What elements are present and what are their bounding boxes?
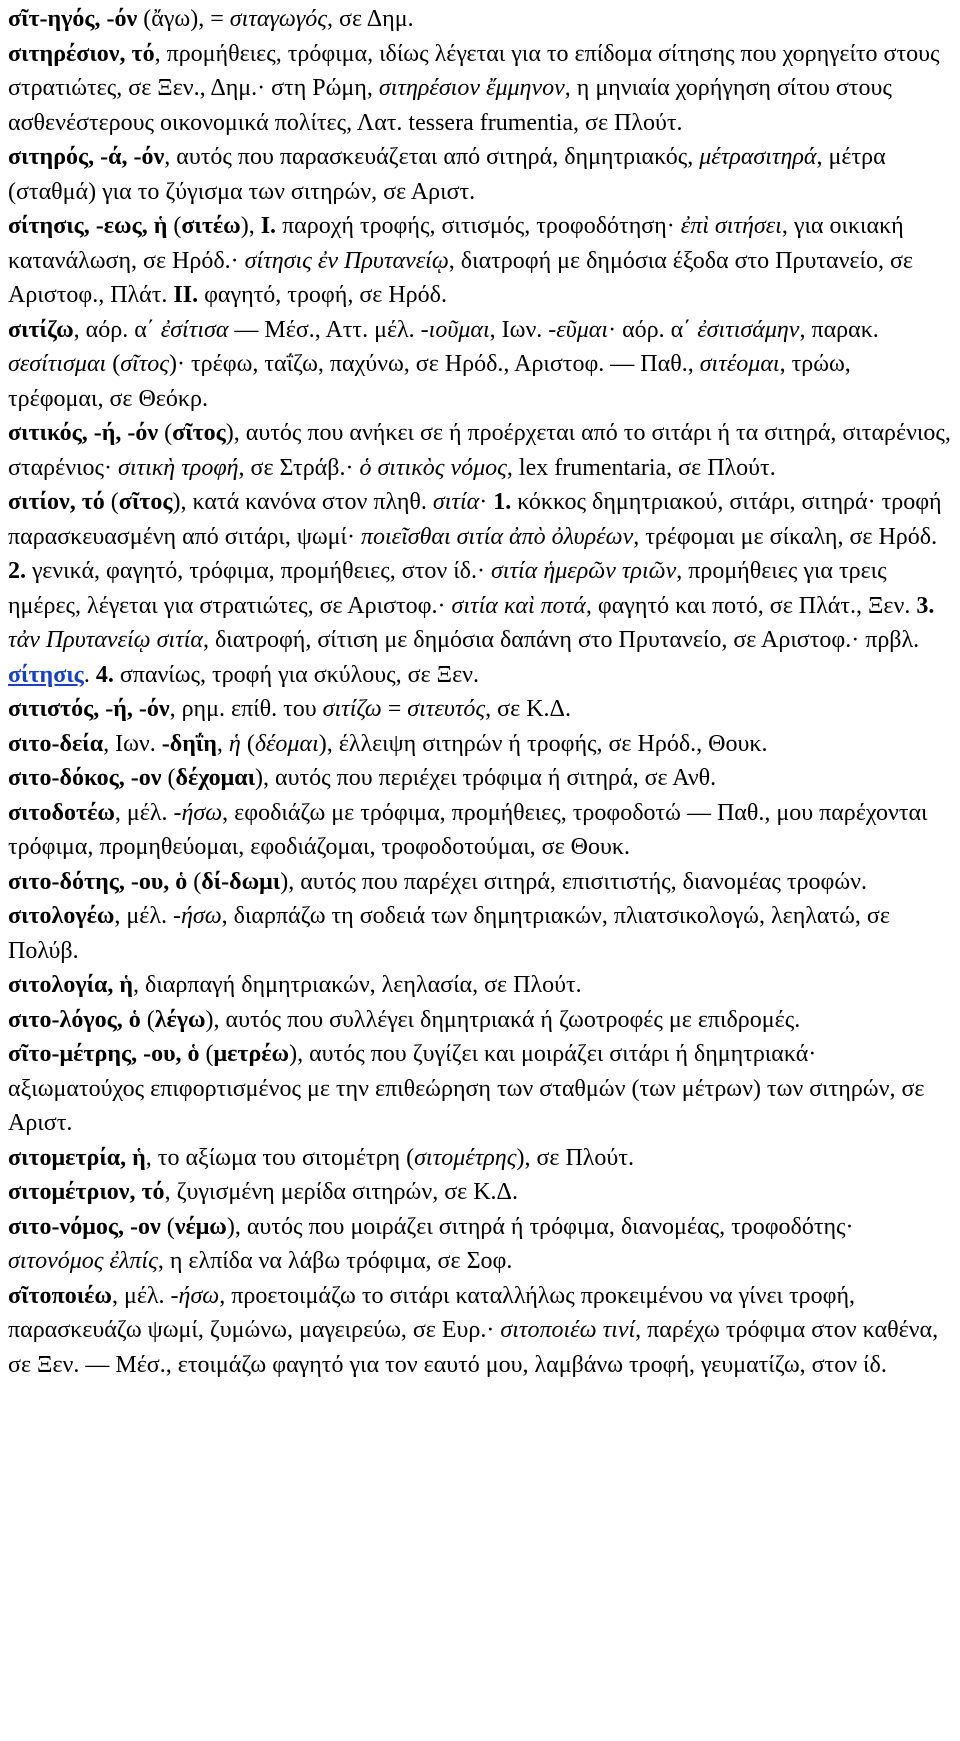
entry-text: γενικά, φαγητό, τρόφιμα, προμήθειες, στον ίδ.·	[26, 558, 491, 584]
dictionary-entry	[8, 313, 952, 417]
italic-term: σεσίτισμαι	[8, 351, 107, 377]
italic-term: -ήσω	[173, 799, 223, 826]
entry-headword: σιτηρέσιον, τό	[8, 40, 155, 67]
entry-text: , φαγητό και ποτό, σε Πλάτ., Ξεν.	[585, 592, 917, 619]
italic-term: ἐσίτισα	[160, 316, 229, 343]
italic-term: -εῦμαι	[548, 316, 609, 343]
dictionary-entry	[8, 2, 952, 37]
entry-text: , διαρπάζω τη σοδειά των δημητριακών, πλιατσικολογώ, λεηλατώ, σε Πολύβ.	[8, 903, 890, 964]
dictionary-entry	[8, 796, 952, 865]
entry-text: , Ιων.	[489, 316, 549, 343]
entry-headword: σιτικός, -ή, -όν	[8, 420, 159, 446]
entry-text: , για οικιακή κατανάλωση, σε Ηρόδ.·	[8, 213, 904, 274]
italic-term: ἐπὶ σιτήσει	[680, 213, 782, 239]
entry-text: ), αυτός που περιέχει τρόφιμα ή σιτηρά, σε Ανθ.	[255, 765, 717, 791]
dictionary-entry	[8, 37, 952, 141]
entry-text: (	[160, 1213, 175, 1240]
italic-term: ἐσιτισάμην	[697, 316, 800, 343]
entry-headword: σῖτοποιέω	[8, 1282, 112, 1309]
entry-text: , η μηνιαία χορήγηση σίτου στους ασθενέστερους οικονομικά πολίτες, Λατ. tessera frumentia, σε Πλούτ.	[8, 75, 892, 136]
entry-text: , ζυγισμένη μερίδα σιτηρών, σε Κ.Δ.	[164, 1179, 518, 1205]
entry-text: (	[199, 1041, 214, 1067]
entry-headword: σιτομέτριον, τό	[8, 1179, 165, 1205]
bold-term: 3.	[916, 592, 935, 619]
italic-term: ὁ σιτικὸς νόμος	[359, 454, 507, 481]
entry-text: ), αυτός που παρέχει σιτηρά, επισιτιστής, διανομέας τροφών.	[280, 868, 868, 895]
entry-text: , διατροφή με δημόσια έξοδα στο Πρυτανείο, σε Αριστοφ., Πλάτ.	[8, 247, 913, 308]
entry-headword: σιτοδοτέω	[8, 799, 115, 826]
italic-term: σιτέομαι	[699, 351, 780, 377]
entry-text: · αόρ. α΄	[608, 316, 698, 343]
entry-headword: σῖτο-μέτρης, -ου, ὁ	[8, 1041, 200, 1067]
entry-text: , αόρ. α΄	[73, 316, 161, 343]
bold-term: 1.	[493, 489, 512, 515]
entry-headword: σιτο-δότης, -ου, ὁ	[8, 868, 188, 895]
entry-text: , μέλ.	[111, 1282, 171, 1309]
entry-text: ), αυτός που ζυγίζει και μοιράζει σιτάρι ή δημητριακά· αξιωματούχος επιφορτισμένος με την επιθεώρηση των σταθμών (των μέτρων) των σιτηρών, σε Αριστ.	[8, 1041, 925, 1136]
entry-text: (	[187, 868, 202, 895]
entry-text: , μέτρα (σταθμά) για το ζύγισμα των σιτηρών, σε Αριστ.	[8, 144, 886, 205]
entry-text: κόκκος δημητριακού, σιτάρι, σιτηρά· τροφή παρασκευασμένη από σιτάρι, ψωμί·	[8, 489, 942, 550]
italic-term: -ήσω	[170, 1282, 220, 1309]
entry-headword: σιτολογία, ἡ	[8, 972, 134, 998]
entry-text: (	[106, 351, 121, 377]
entry-text: ), αυτός που μοιράζει σιτηρά ή τρόφιμα, διανομέας, τροφοδότης·	[226, 1213, 854, 1240]
entry-text: , σε Στράβ.·	[238, 454, 360, 481]
entry-text: (	[104, 489, 119, 515]
bold-term: σῖτος	[118, 489, 173, 515]
entry-text: ), αυτός που ανήκει σε ή προέρχεται από το σιτάρι ή τα σιτηρά, σιταρένιος, σταρένιος·	[8, 420, 951, 481]
entry-headword: σιτο-δεία	[8, 730, 104, 757]
italic-term: τἀν Πρυτανείῳ σιτία	[8, 627, 203, 653]
italic-term: σιτίζω	[322, 696, 382, 722]
bold-term: I.	[260, 213, 277, 239]
entry-text: .	[83, 661, 96, 688]
cross-reference-link[interactable]: σίτησις	[8, 661, 84, 688]
entry-headword: σίτησις, -εως, ἡ	[8, 213, 168, 239]
entry-headword: σιτολογέω	[8, 903, 115, 929]
bold-term: 4.	[95, 661, 114, 688]
entry-headword: σιτίον, τό	[8, 489, 105, 515]
entry-text: , προμήθειες, τρόφιμα, ιδίως λέγεται για το επίδομα σίτησης που χορηγείτο στους στρατιώτες, σε Ξεν., Δημ.· στη Ρώμη,	[8, 40, 940, 101]
entry-text: (	[158, 420, 173, 446]
entry-headword: σιτο-λόγος, ὁ	[8, 1006, 141, 1033]
italic-term: μέτρασιτηρά	[699, 144, 817, 170]
entry-text: , τρώω, τρέφομαι, σε Θεόκρ.	[8, 351, 851, 412]
entry-text: , σε Κ.Δ.	[485, 696, 571, 722]
italic-term: -ήσω	[172, 903, 222, 929]
entry-text: , προετοιμάζω το σιτάρι καταλλήλως προκειμένου να γίνει τροφή, παρασκευάζω ψωμί, ζυμώνω, μαγειρεύω, σε Ευρ.·	[8, 1282, 856, 1343]
entry-text: , μέλ.	[114, 799, 174, 826]
bold-term: II.	[173, 282, 199, 308]
entry-text: , lex frumentaria, σε Πλούτ.	[506, 454, 776, 481]
entry-text: ), έλλειψη σιτηρών ή τροφής, σε Ηρόδ., Θουκ.	[318, 730, 768, 757]
entry-text: , διατροφή, σίτιση με δημόσια δαπάνη στο Πρυτανείο, σε Αριστοφ.· πρβλ.	[202, 627, 920, 653]
italic-term: σίτησις ἐν Πρυτανείῳ	[244, 247, 449, 274]
italic-term: σιτηρέσιον ἔμμηνον	[378, 75, 565, 101]
entry-text: , η ελπίδα να λάβω τρόφιμα, σε Σοφ.	[157, 1248, 513, 1274]
entry-text: ,	[216, 730, 229, 757]
dictionary-entry	[8, 485, 952, 692]
dictionary-entry	[8, 140, 952, 209]
italic-term: σιτία ἡμερῶν τριῶν	[490, 558, 677, 584]
italic-term: ἡ	[228, 730, 241, 757]
entry-text: ), αυτός που συλλέγει δημητριακά ή ζωοτροφές με επιδρομές.	[205, 1006, 801, 1033]
dictionary-entry	[8, 727, 952, 762]
dictionary-entry	[8, 761, 952, 796]
dictionary-entry	[8, 968, 952, 1003]
bold-term: δέχομαι	[175, 765, 256, 791]
entry-text: , αυτός που παρασκευάζεται από σιτηρά, δημητριακός,	[164, 144, 700, 170]
entry-text: , παρακ.	[799, 316, 879, 343]
entry-text: φαγητό, τροφή, σε Ηρόδ.	[198, 282, 447, 308]
dictionary-entry	[8, 865, 952, 900]
entry-text: , το αξίωμα του σιτομέτρη (	[145, 1144, 415, 1171]
bold-term: νέμω	[174, 1213, 227, 1240]
italic-term: σιτικὴ τροφή	[118, 454, 239, 481]
dictionary-entry	[8, 416, 952, 485]
dictionary-entry	[8, 1279, 952, 1383]
entry-text: , προμήθειες για τρεις ημέρες, λέγεται για στρατιώτες, σε Αριστοφ.·	[8, 558, 887, 619]
italic-term: σιτοποιέω τινί	[500, 1317, 636, 1343]
dictionary-entry	[8, 209, 952, 313]
entry-text: , Ιων.	[103, 730, 162, 757]
entry-headword: σιτηρός, -ά, -όν	[8, 144, 165, 170]
italic-term: σιτία καὶ ποτά	[451, 592, 586, 619]
entry-text: (	[161, 765, 176, 791]
bold-term: -δηΐη	[161, 730, 217, 757]
dictionary-entry	[8, 692, 952, 727]
entry-text: ),	[240, 213, 261, 239]
italic-term: σῖτος	[120, 351, 170, 377]
entry-text: =	[381, 696, 408, 722]
italic-term: σιτονόμος ἐλπίς	[8, 1248, 158, 1274]
dictionary-entry	[8, 1003, 952, 1038]
entry-text: , εφοδιάζω με τρόφιμα, προμήθειες, τροφοδοτώ — Παθ., μου παρέχονται τρόφιμα, προμηθεύομαι, εφοδιάζομαι, τροφοδοτούμαι, σε Θουκ.	[8, 799, 928, 860]
entry-text: (ἄγω), =	[137, 6, 230, 32]
italic-term: δέομαι	[254, 730, 319, 757]
entry-headword: σιτομετρία, ἡ	[8, 1144, 146, 1171]
entry-text: , σε Δημ.	[327, 6, 414, 32]
dictionary-entry	[8, 1210, 952, 1279]
entry-text: — Μέσ., Αττ. μέλ.	[228, 316, 421, 343]
dictionary-entry	[8, 1141, 952, 1176]
entry-text: , τρέφομαι με σίκαλη, σε Ηρόδ.	[633, 523, 938, 550]
italic-term: -ιοῦμαι	[420, 316, 490, 343]
entry-text: ), σε Πλούτ.	[516, 1144, 634, 1171]
dictionary-entry	[8, 1037, 952, 1141]
entry-text: )· τρέφω, ταΐζω, παχύνω, σε Ηρόδ., Αριστοφ. — Παθ.,	[169, 351, 700, 377]
entry-text: , ρημ. επίθ. του	[169, 696, 323, 722]
bold-term: λέγω	[154, 1006, 206, 1033]
entry-text: ), κατά κανόνα στον πληθ.	[172, 489, 433, 515]
entry-headword: σιτιστός, -ή, -όν	[8, 696, 170, 722]
entry-text: , μέλ.	[114, 903, 173, 929]
dictionary-entry	[8, 899, 952, 968]
entry-text: (	[140, 1006, 155, 1033]
bold-term: μετρέω	[213, 1041, 290, 1067]
bold-term: σῖτος	[172, 420, 226, 446]
bold-term: δί-δωμι	[201, 868, 281, 895]
entry-text: , παρέχω τρόφιμα στον καθένα, σε Ξεν. — Μέσ., ετοιμάζω φαγητό για τον εαυτό μου, λαμβάνω τροφή, γευματίζω, στον ίδ.	[8, 1317, 939, 1378]
italic-term: σιτία	[432, 489, 480, 515]
entry-headword: σιτίζω	[8, 316, 74, 343]
italic-term: σιταγωγός	[229, 6, 328, 32]
entry-headword: σιτο-νόμος, -ον	[8, 1213, 161, 1240]
entry-text: παροχή τροφής, σιτισμός, τροφοδότηση·	[276, 213, 681, 239]
entry-text: (	[167, 213, 182, 239]
italic-term: σιτομέτρης	[414, 1144, 517, 1171]
italic-term: ποιεῖσθαι σιτία ἀπὸ ὀλυρέων	[360, 523, 634, 550]
bold-term: 2.	[8, 558, 26, 584]
entry-text: ·	[479, 489, 494, 515]
entry-headword: σῖτ-ηγός, -όν	[8, 6, 138, 32]
entry-headword: σιτο-δόκος, -ον	[8, 765, 162, 791]
bold-term: σιτέω	[181, 213, 241, 239]
entry-text: , διαρπαγή δημητριακών, λεηλασία, σε Πλούτ.	[133, 972, 582, 998]
entry-text: (	[240, 730, 255, 757]
dictionary-entry	[8, 1175, 952, 1210]
italic-term: σιτευτός	[407, 696, 486, 722]
entry-text: σπανίως, τροφή για σκύλους, σε Ξεν.	[113, 661, 480, 688]
